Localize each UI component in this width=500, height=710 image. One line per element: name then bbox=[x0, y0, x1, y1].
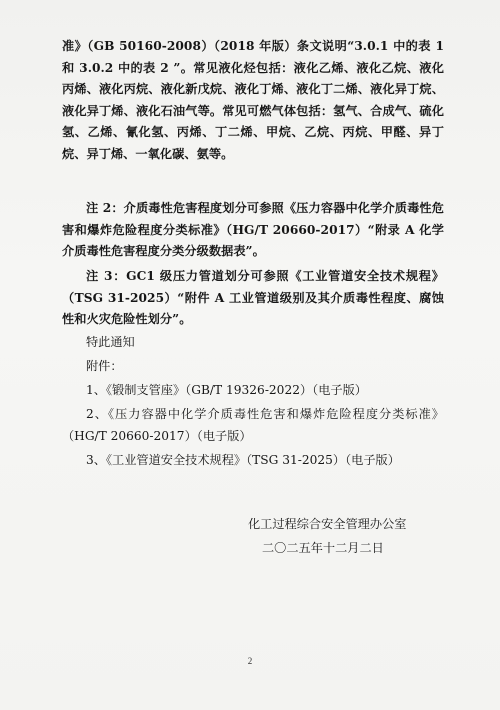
signature-office: 化工过程综合安全管理办公室 bbox=[248, 517, 407, 531]
note-3: 注 3：GC1 级压力管道划分可参照《工业管道安全技术规程》（TSG 31-2025）“附件 A 工业管道级别及其介质毒性程度、腐蚀性和火灾危险性划分”。 bbox=[62, 269, 444, 327]
attachments-heading: 附件： bbox=[86, 359, 123, 373]
attachment-item-2: 2、《压力容器中化学介质毒性危害和爆炸危险程度分类标准》（HG/T 20660-2017）（电子版） bbox=[62, 407, 444, 443]
note-2: 注 2：介质毒性危害程度划分可参照《压力容器中化学介质毒性危害和爆炸危险程度分类标准》（HG/T 20660-2017）“附录 A 化学介质毒性危害程度分类分级数据表”。 bbox=[62, 201, 444, 259]
signature-date: 二〇二五年十二月二日 bbox=[262, 541, 384, 555]
paragraph-continuation: 准》（GB 50160-2008）（2018 年版）条文说明“3.0.1 中的表 1 和 3.0.2 中的表 2 ”。常见液化烃包括：液化乙烯、液化乙烷、液化丙烯、液化丙烷、液化新戊烷、液化丁烯、液化丁二烯、液化异丁烷、液化异丁烯、液化石油气等。常见可燃气体包括：氢气、合成气、硫化氢、乙烯、氰化氢、丙烯、丁二烯、甲烷、乙烷、丙烷、甲醛、异丁烷、异丁烯、一氧化碳、氨等。 bbox=[62, 39, 444, 161]
attachment-item-1: 1、《锻制支管座》（GB/T 19326-2022）（电子版） bbox=[86, 383, 367, 397]
notice-line: 特此通知 bbox=[86, 335, 135, 349]
attachment-item-3: 3、《工业管道安全技术规程》（TSG 31-2025）（电子版） bbox=[86, 453, 400, 467]
page-number: 2 bbox=[247, 656, 253, 666]
